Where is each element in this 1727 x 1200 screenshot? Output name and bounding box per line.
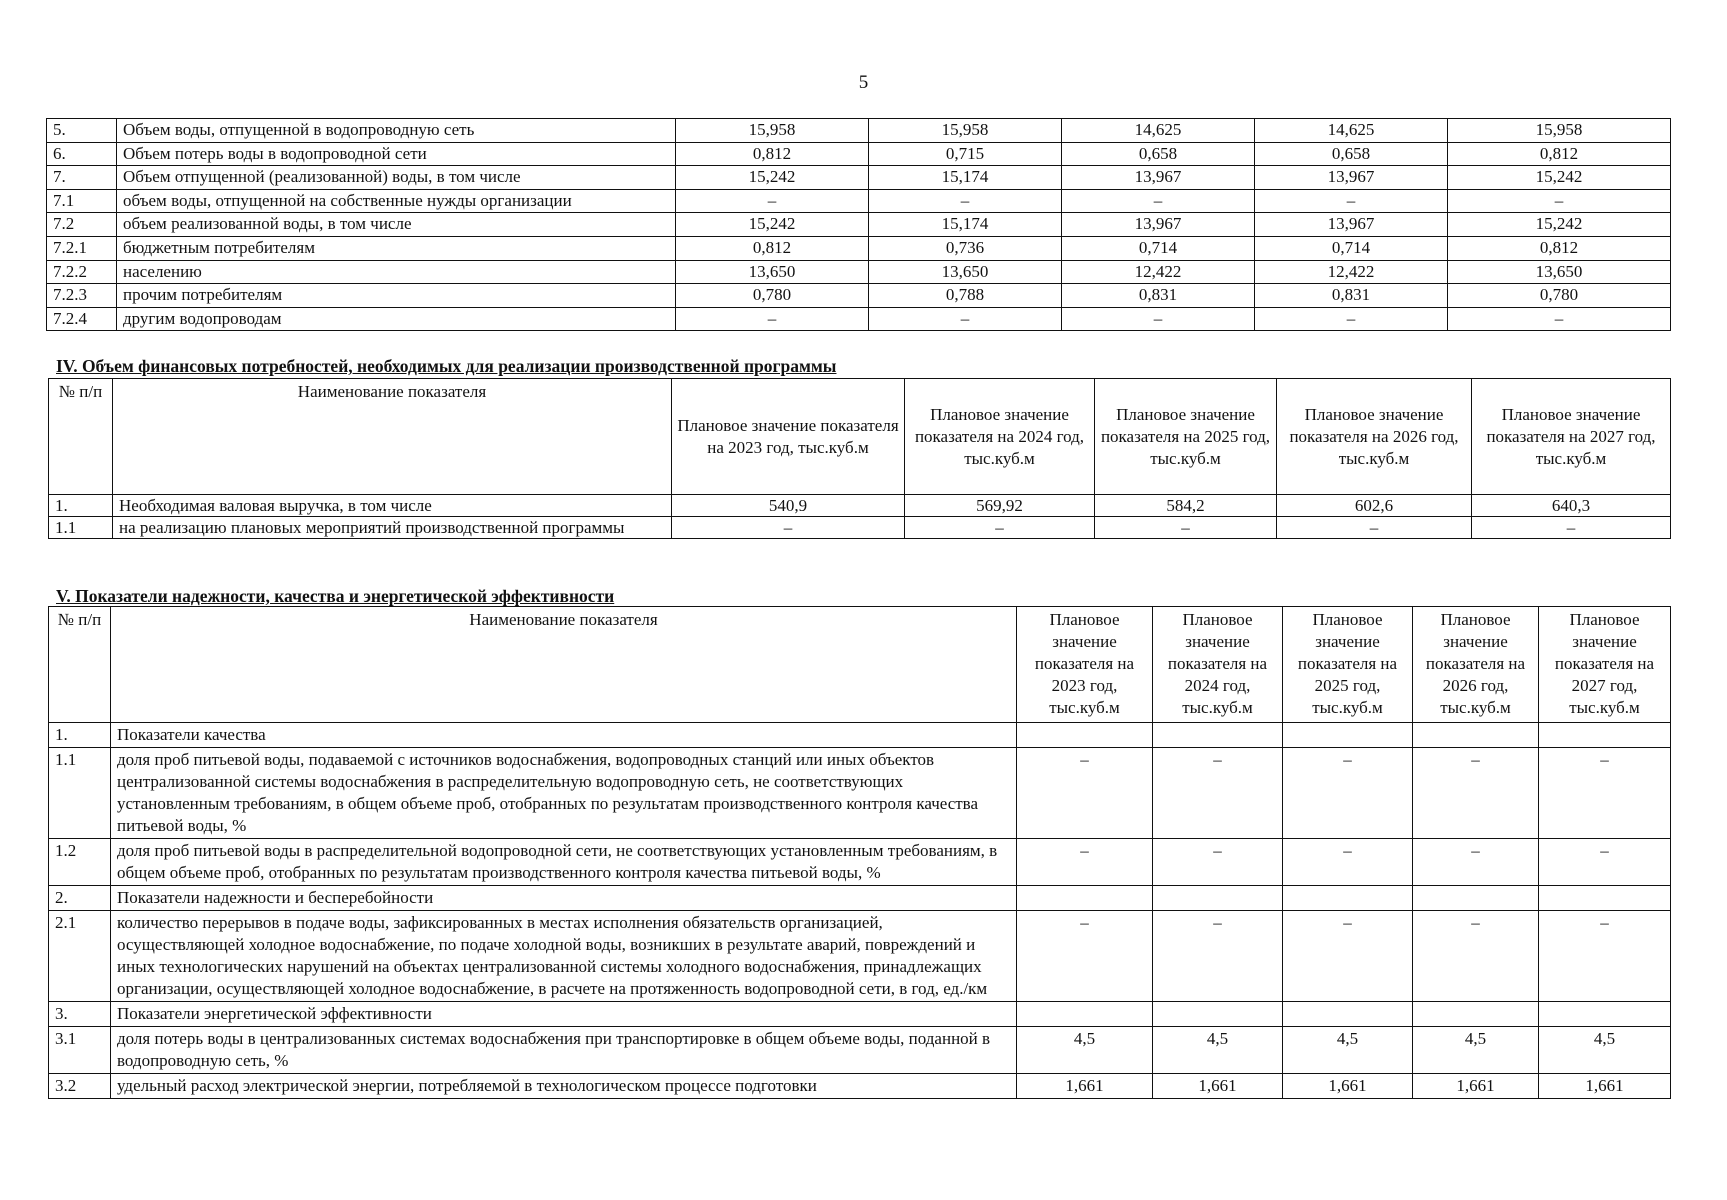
plan-value-2023: – — [1017, 839, 1153, 886]
plan-value-2023: 15,242 — [676, 213, 869, 237]
header-number: № п/п — [49, 379, 113, 495]
plan-value-2025 — [1283, 723, 1413, 748]
header-plan-2024: Плановое значение показателя на 2024 год, тыс.куб.м — [905, 379, 1095, 495]
indicator-name: Показатели качества — [111, 723, 1017, 748]
plan-value-2026: 13,967 — [1255, 213, 1448, 237]
plan-value-2023 — [1017, 886, 1153, 911]
plan-value-2027 — [1539, 723, 1671, 748]
indicator-name: Объем отпущенной (реализованной) воды, в том числе — [117, 166, 676, 190]
plan-value-2026: 602,6 — [1277, 495, 1472, 517]
table-row — [49, 1074, 1671, 1099]
plan-value-2023: 15,958 — [676, 119, 869, 143]
plan-value-2026: – — [1413, 911, 1539, 1002]
indicator-name: Объем потерь воды в водопроводной сети — [117, 142, 676, 166]
plan-value-2025: – — [1062, 307, 1255, 331]
plan-value-2026: 0,831 — [1255, 284, 1448, 308]
table-row — [47, 213, 1671, 237]
plan-value-2025: 584,2 — [1095, 495, 1277, 517]
plan-value-2025: 4,5 — [1283, 1027, 1413, 1074]
plan-value-2027: 15,958 — [1448, 119, 1671, 143]
plan-value-2025: – — [1283, 748, 1413, 839]
indicator-name: количество перерывов в подаче воды, зафиксированных в местах исполнения обязательств организацией, осуществляющей холодное водоснабжение, по подаче холодной воды, возникших в результате аварий, повреждений и иных технологических нарушений на объектах централизованной системы холодного водоснабжения, принадлежащих организации, осуществляющей холодное водоснабжение, в расчете на протяженность водопроводной сети, в год, ед./км — [111, 911, 1017, 1002]
row-number: 7.2.1 — [47, 236, 117, 260]
table-row — [49, 1027, 1671, 1074]
plan-value-2024: – — [1153, 911, 1283, 1002]
plan-value-2023: 0,812 — [676, 142, 869, 166]
plan-value-2027: – — [1539, 748, 1671, 839]
header-plan-2026: Плановое значение показателя на 2026 год, тыс.куб.м — [1277, 379, 1472, 495]
plan-value-2023: – — [1017, 748, 1153, 839]
plan-value-2023: 1,661 — [1017, 1074, 1153, 1099]
row-number: 1.1 — [49, 748, 111, 839]
table-row — [47, 142, 1671, 166]
table-row — [49, 517, 1671, 539]
indicator-name: бюджетным потребителям — [117, 236, 676, 260]
plan-value-2023 — [1017, 1002, 1153, 1027]
header-indicator-name: Наименование показателя — [111, 607, 1017, 723]
indicator-name: Показатели надежности и бесперебойности — [111, 886, 1017, 911]
plan-value-2025: – — [1095, 517, 1277, 539]
plan-value-2024: 4,5 — [1153, 1027, 1283, 1074]
plan-value-2027: – — [1539, 911, 1671, 1002]
plan-value-2025 — [1283, 886, 1413, 911]
plan-value-2026: 0,658 — [1255, 142, 1448, 166]
row-number: 6. — [47, 142, 117, 166]
plan-value-2024: – — [869, 307, 1062, 331]
plan-value-2025: 1,661 — [1283, 1074, 1413, 1099]
row-number: 3.2 — [49, 1074, 111, 1099]
header-plan-2027: Плановое значение показателя на 2027 год, тыс.куб.м — [1539, 607, 1671, 723]
indicator-name: другим водопроводам — [117, 307, 676, 331]
table-row — [49, 748, 1671, 839]
table-header-row — [49, 607, 1671, 723]
plan-value-2026: – — [1255, 189, 1448, 213]
plan-value-2026: 14,625 — [1255, 119, 1448, 143]
plan-value-2027: 4,5 — [1539, 1027, 1671, 1074]
plan-value-2027 — [1539, 886, 1671, 911]
plan-value-2027 — [1539, 1002, 1671, 1027]
row-number: 1. — [49, 495, 113, 517]
plan-value-2024: 15,958 — [869, 119, 1062, 143]
plan-value-2024 — [1153, 1002, 1283, 1027]
plan-value-2024: 569,92 — [905, 495, 1095, 517]
plan-value-2026: – — [1413, 839, 1539, 886]
table-row — [49, 911, 1671, 1002]
plan-value-2026: 4,5 — [1413, 1027, 1539, 1074]
table-row — [49, 839, 1671, 886]
plan-value-2025 — [1283, 1002, 1413, 1027]
table-row — [47, 307, 1671, 331]
reliability-quality-table — [48, 606, 1671, 1099]
row-number: 7.2.3 — [47, 284, 117, 308]
plan-value-2023: – — [672, 517, 905, 539]
plan-value-2027: 0,780 — [1448, 284, 1671, 308]
plan-value-2025: 0,831 — [1062, 284, 1255, 308]
section-5-heading: V. Показатели надежности, качества и энергетической эффективности — [56, 586, 615, 606]
indicator-name: Необходимая валовая выручка, в том числе — [113, 495, 672, 517]
page-number: 5 — [858, 72, 869, 93]
plan-value-2027: 15,242 — [1448, 213, 1671, 237]
plan-value-2026 — [1413, 886, 1539, 911]
plan-value-2025: – — [1283, 911, 1413, 1002]
plan-value-2026: 12,422 — [1255, 260, 1448, 284]
plan-value-2023: 15,242 — [676, 166, 869, 190]
plan-value-2025: – — [1062, 189, 1255, 213]
plan-value-2025: 0,658 — [1062, 142, 1255, 166]
header-plan-2027: Плановое значение показателя на 2027 год, тыс.куб.м — [1472, 379, 1671, 495]
plan-value-2024 — [1153, 723, 1283, 748]
plan-value-2023: – — [676, 307, 869, 331]
plan-value-2026 — [1413, 723, 1539, 748]
plan-value-2023: 13,650 — [676, 260, 869, 284]
header-plan-2026: Плановое значение показателя на 2026 год, тыс.куб.м — [1413, 607, 1539, 723]
row-number: 2. — [49, 886, 111, 911]
plan-value-2026: – — [1255, 307, 1448, 331]
row-number: 3. — [49, 1002, 111, 1027]
plan-value-2023: 4,5 — [1017, 1027, 1153, 1074]
plan-value-2024: 0,715 — [869, 142, 1062, 166]
row-number: 1. — [49, 723, 111, 748]
indicator-name: объем реализованной воды, в том числе — [117, 213, 676, 237]
plan-value-2024: 13,650 — [869, 260, 1062, 284]
row-number: 7.2 — [47, 213, 117, 237]
row-number: 2.1 — [49, 911, 111, 1002]
header-plan-2024: Плановое значение показателя на 2024 год, тыс.куб.м — [1153, 607, 1283, 723]
plan-value-2024 — [1153, 886, 1283, 911]
plan-value-2025: 14,625 — [1062, 119, 1255, 143]
table-row — [47, 189, 1671, 213]
plan-value-2024: – — [1153, 748, 1283, 839]
indicator-name: Показатели энергетической эффективности — [111, 1002, 1017, 1027]
table-row — [49, 723, 1671, 748]
table-row — [47, 119, 1671, 143]
plan-value-2025: 0,714 — [1062, 236, 1255, 260]
row-number: 3.1 — [49, 1027, 111, 1074]
header-plan-2023: Плановое значение показателя на 2023 год, тыс.куб.м — [1017, 607, 1153, 723]
plan-value-2024: – — [905, 517, 1095, 539]
plan-value-2026: – — [1413, 748, 1539, 839]
plan-value-2024: 15,174 — [869, 166, 1062, 190]
row-number: 5. — [47, 119, 117, 143]
financial-needs-table — [48, 378, 1671, 539]
plan-value-2024: 0,788 — [869, 284, 1062, 308]
plan-value-2023 — [1017, 723, 1153, 748]
table-row — [49, 1002, 1671, 1027]
indicator-name: удельный расход электрической энергии, потребляемой в технологическом процессе подготовки — [111, 1074, 1017, 1099]
row-number: 7.2.4 — [47, 307, 117, 331]
plan-value-2026: 0,714 — [1255, 236, 1448, 260]
plan-value-2024: 0,736 — [869, 236, 1062, 260]
table-row — [49, 495, 1671, 517]
header-plan-2025: Плановое значение показателя на 2025 год, тыс.куб.м — [1283, 607, 1413, 723]
indicator-name: Объем воды, отпущенной в водопроводную сеть — [117, 119, 676, 143]
table-header-row — [49, 379, 1671, 495]
water-volume-table — [46, 118, 1671, 331]
row-number: 1.1 — [49, 517, 113, 539]
plan-value-2023: 0,780 — [676, 284, 869, 308]
row-number: 7.1 — [47, 189, 117, 213]
plan-value-2027: 15,242 — [1448, 166, 1671, 190]
plan-value-2027: 0,812 — [1448, 142, 1671, 166]
table-row — [49, 886, 1671, 911]
plan-value-2027: 13,650 — [1448, 260, 1671, 284]
indicator-name: доля проб питьевой воды в распределительной водопроводной сети, не соответствующих установленным требованиям, в общем объеме проб, отобранных по результатам производственного контроля качества питьевой воды, % — [111, 839, 1017, 886]
header-number: № п/п — [49, 607, 111, 723]
plan-value-2024: 15,174 — [869, 213, 1062, 237]
table-row — [47, 236, 1671, 260]
plan-value-2027: 0,812 — [1448, 236, 1671, 260]
indicator-name: объем воды, отпущенной на собственные нужды организации — [117, 189, 676, 213]
plan-value-2026: 1,661 — [1413, 1074, 1539, 1099]
plan-value-2026 — [1413, 1002, 1539, 1027]
row-number: 7. — [47, 166, 117, 190]
row-number: 7.2.2 — [47, 260, 117, 284]
table-row — [47, 284, 1671, 308]
plan-value-2024: – — [869, 189, 1062, 213]
plan-value-2025: 13,967 — [1062, 166, 1255, 190]
plan-value-2026: 13,967 — [1255, 166, 1448, 190]
plan-value-2027: 640,3 — [1472, 495, 1671, 517]
indicator-name: доля проб питьевой воды, подаваемой с источников водоснабжения, водопроводных станций или иных объектов централизованной системы водоснабжения в распределительную водопроводную сеть, не соответствующих установленным требованиям, в общем объеме проб, отобранных по результатам производственного контроля качества питьевой воды, % — [111, 748, 1017, 839]
plan-value-2027: – — [1448, 189, 1671, 213]
row-number: 1.2 — [49, 839, 111, 886]
plan-value-2023: 0,812 — [676, 236, 869, 260]
section-4-heading: IV. Объем финансовых потребностей, необходимых для реализации производственной программы — [56, 356, 837, 376]
indicator-name: прочим потребителям — [117, 284, 676, 308]
plan-value-2023: – — [1017, 911, 1153, 1002]
plan-value-2023: – — [676, 189, 869, 213]
plan-value-2027: – — [1539, 839, 1671, 886]
plan-value-2025: – — [1283, 839, 1413, 886]
plan-value-2023: 540,9 — [672, 495, 905, 517]
plan-value-2024: 1,661 — [1153, 1074, 1283, 1099]
plan-value-2027: – — [1448, 307, 1671, 331]
header-indicator-name: Наименование показателя — [113, 379, 672, 495]
plan-value-2027: – — [1472, 517, 1671, 539]
table-row — [47, 260, 1671, 284]
plan-value-2027: 1,661 — [1539, 1074, 1671, 1099]
plan-value-2026: – — [1277, 517, 1472, 539]
indicator-name: доля потерь воды в централизованных системах водоснабжения при транспортировке в общем объеме воды, поданной в водопроводную сеть, % — [111, 1027, 1017, 1074]
indicator-name: населению — [117, 260, 676, 284]
plan-value-2025: 12,422 — [1062, 260, 1255, 284]
header-plan-2023: Плановое значение показателя на 2023 год, тыс.куб.м — [672, 379, 905, 495]
indicator-name: на реализацию плановых мероприятий производственной программы — [113, 517, 672, 539]
plan-value-2025: 13,967 — [1062, 213, 1255, 237]
table-row — [47, 166, 1671, 190]
plan-value-2024: – — [1153, 839, 1283, 886]
header-plan-2025: Плановое значение показателя на 2025 год, тыс.куб.м — [1095, 379, 1277, 495]
